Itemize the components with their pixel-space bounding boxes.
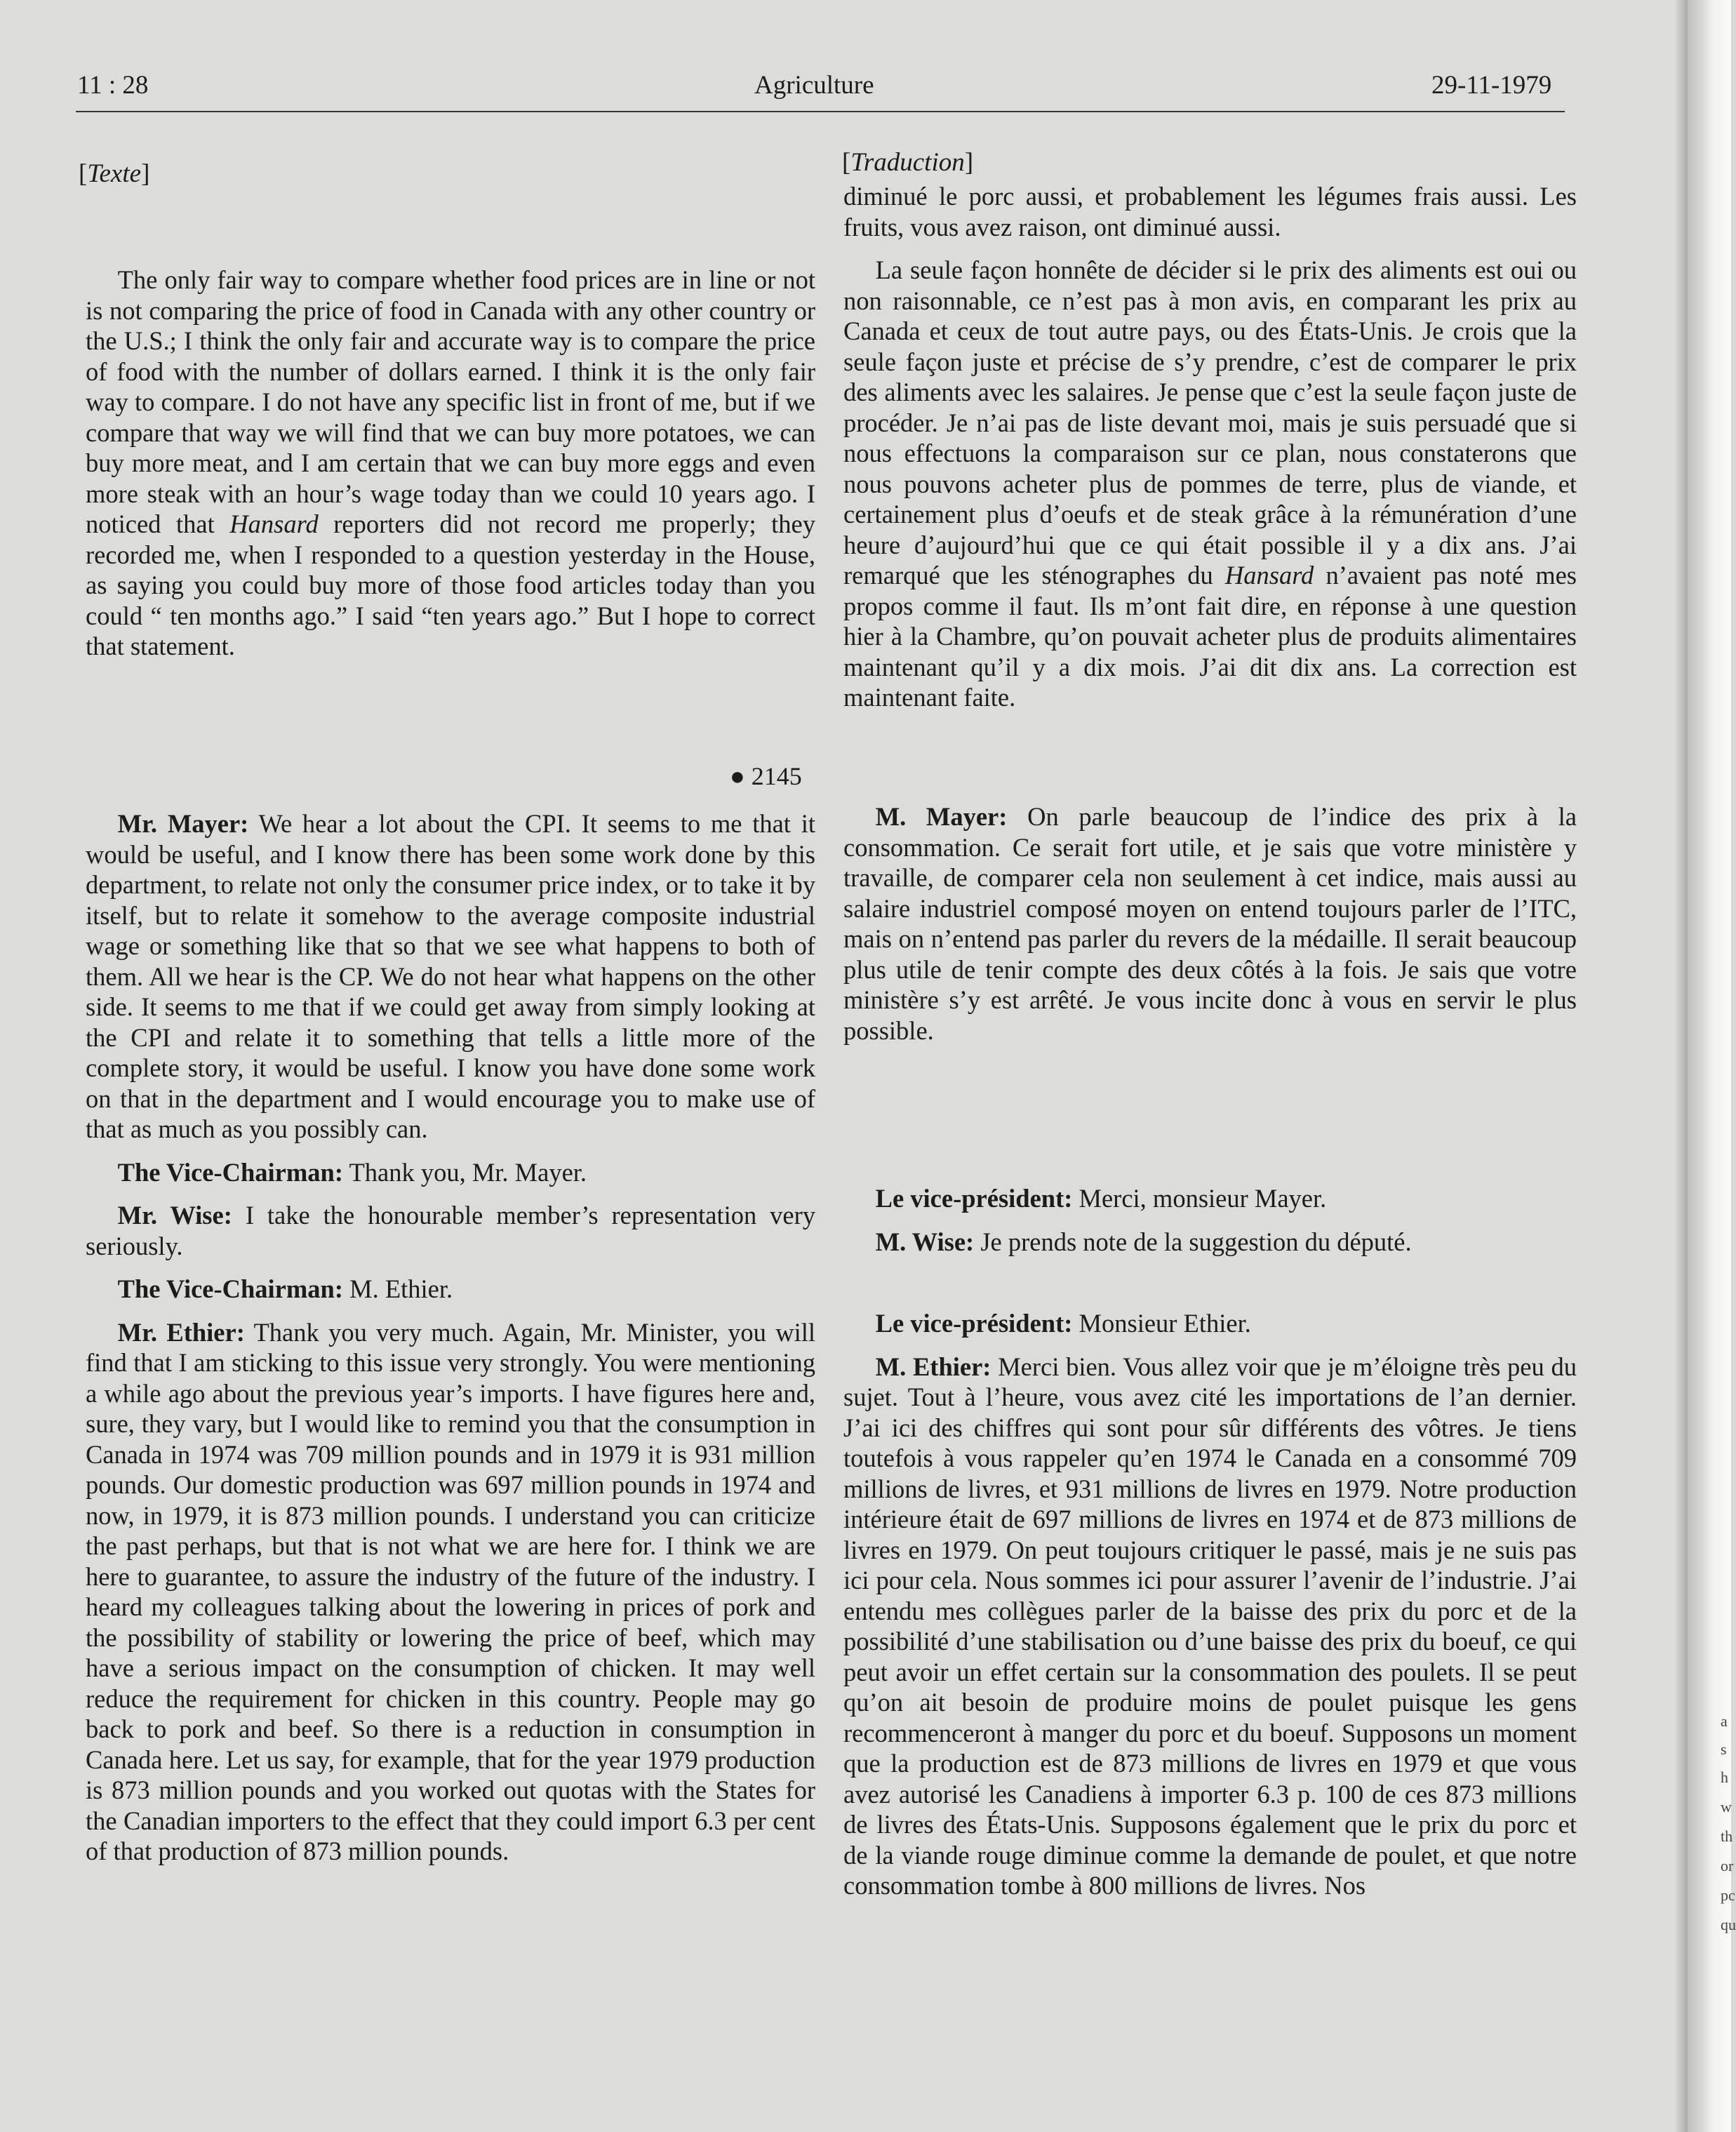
facing-page-fragment: th (1721, 1827, 1733, 1845)
english-ethier-statement: Mr. Ethier: Thank you very much. Again, Mr. Minister, you will find that I am sticking to this issue very strongly. You were mentioning a while ago about the previous year’s imports. I have figures here and, sure, they vary, but I would like to remind you that the consumption in Canada in 1974 was 709 million pounds and in 1979 it is 931 million pounds. Our domestic production was 697 million pounds in 1974 and now, in 1979, it is 873 million pounds. I understand you can criticize the past perhaps, but that is not what we are here for. I think we are here to guarantee, to assure the industry of the future of the industry. I heard my colleagues talking about the lowering in prices of pork and the possibility of stability or lowering the price of beef, which may have a serious impact on the consumption of chicken. It may well reduce the requirement for chicken in this country. People may go back to pork and beef. So there is a reduction in consumption in Canada here. Let us say, for example, that for the year 1979 production is 873 million pounds and you worked out quotas with the States for the Canadian importers to the effect that they could import 6.3 per cent of that production of 873 million pounds. (86, 1317, 815, 1865)
facing-page-fragment: qu (1721, 1916, 1736, 1933)
french-mayer-block (843, 801, 1577, 1046)
french-ethier-block (843, 1308, 1577, 1901)
header-rule (76, 111, 1565, 112)
french-paragraph-food-prices: La seule façon honnête de décider si le prix des aliments est oui ou non raisonnable, ce n’est pas à mon avis, en comparant les prix au Canada et ceux de tout autre pays, ou des États-Unis. Je crois que la seule façon juste et précise de s’y prendre, c’est de comparer le prix des aliments avec les salaires. Je pense que c’est la seule façon juste de procéder. Je n’ai pas de liste devant moi, mais je suis persuadé que si nous effectuons la comparaison sur ce plan, nous constaterons que nous pouvons acheter plus de pommes de terre, plus de viande, et certainement plus d’oeufs et de steak grâce à la rémunération d’une heure d’aujourd’hui que ce qui était possible il y a dix ans. J’ai remarqué que les sténographes du Hansard n’avaient pas noté mes propos comme il faut. Ils m’ont fait dire, en réponse à une question hier à la Chambre, qu’on pouvait acheter plus de produits alimentaires maintenant qu’il y a dix mois. J’ai dit dix ans. La correction est maintenant faite. (843, 255, 1577, 712)
facing-page-fragment: or (1721, 1857, 1734, 1874)
english-mayer-statement: Mr. Mayer: We hear a lot about the CPI. It seems to me that it would be useful, and I know there has been some work done by this department, to relate not only the consumer price index, or to take it by itself, but to relate it somehow to the average composite industrial wage or something like that so that we see what happens to both of them. All we hear is the CP. We do not hear what happens on the other side. It seems to me that if we could get away from simply looking at the CPI and relate it to something that tells a little more of the complete story, it would be useful. I know you have done some work on that in the department and I would encourage you to make use of that as much as you possibly can. (86, 809, 815, 1143)
french-ethier-statement: M. Ethier: Merci bien. Vous allez voir que je m’éloigne très peu du sujet. Tout à l’heure, vous avez cité les importations de l’an dernier. J’ai ici des chiffres qui sont pour sûr différents des vôtres. Je tiens toutefois à vous rappeler qu’en 1974 le Canada en a consommé 709 millions de livres, et 931 millions de livres en 1979. Notre production intérieure était de 697 millions de livres en 1974 et de 873 millions de livres en 1979. On peut toujours critiquer le passé, mais je ne suis pas ici pour cela. Nous sommes ici pour assurer l’avenir de l’industrie. J’ai entendu mes collègues parler de la baisse des prix du porc et de la possibilité d’une stabilisation ou d’une baisse des prix du boeuf, ce qui peut avoir un effet certain sur la consommation des poulets. Il se peut qu’on ait besoin de produire moins de poulet puisque les gens recommenceront à manger du porc et du boeuf. Supposons un moment que la production est de 873 millions de livres en 1979 et que vous avez autorisé les Canadiens à importer 6.3 p. 100 de ces 873 millions de livres des États-Unis. Supposons également que le prix du porc et de la viande rouge diminue comme la demande de poulet, et que notre consommation tombe à 800 millions de livres. Nos (843, 1352, 1577, 1900)
facing-page-fragment: w (1721, 1798, 1732, 1815)
french-wise-statement: M. Wise: Je prends note de la suggestion du député. (875, 1227, 1412, 1256)
french-paragraph-continued: diminué le porc aussi, et probablement les légumes frais aussi. Les fruits, vous avez raison, ont diminué aussi. (843, 182, 1577, 241)
french-vice-president-remark-2: Le vice-président: Monsieur Ethier. (875, 1309, 1251, 1338)
french-vice-president-remark-1: Le vice-président: Merci, monsieur Mayer. (875, 1184, 1327, 1213)
facing-page-fragment: a (1721, 1712, 1728, 1730)
french-column (843, 181, 1577, 713)
english-wise-statement: Mr. Wise: I take the honourable member’s representation very seriously. (86, 1201, 816, 1260)
french-vice-president-block-1 (843, 1183, 1577, 1257)
french-column-heading: [Traduction] (842, 148, 974, 177)
running-title: Agriculture (754, 71, 874, 100)
english-vice-chairman-remark-1: The Vice-Chairman: Thank you, Mr. Mayer. (117, 1157, 587, 1187)
facing-page-fragment: pc (1721, 1886, 1735, 1904)
english-column (86, 265, 815, 662)
french-mayer-statement: M. Mayer: On parle beaucoup de l’indice des prix à la consommation. Ce serait fort utile, et je sais que votre ministère y travaille, de comparer cela non seulement à cet indice, mais aussi au salaire industriel composé moyen on entend toujours parler de l’ITC, mais on n’entend pas parler du revers de la médaille. Il serait beaucoup plus utile de tenir compte des deux côtés à la fois. Je sais que votre ministère s’y est arrêté. Je vous incite donc à vous en servir le plus possible. (843, 802, 1577, 1045)
english-column-heading: [Texte] (79, 159, 150, 188)
facing-page-fragment: s (1721, 1740, 1727, 1758)
english-column-debate (86, 808, 815, 1867)
time-marker: ● 2145 (730, 762, 802, 790)
facing-page-fragment: h (1721, 1768, 1728, 1786)
english-vice-chairman-remark-2: The Vice-Chairman: M. Ethier. (117, 1274, 453, 1303)
session-date: 29-11-1979 (1431, 71, 1552, 100)
english-paragraph-food-prices: The only fair way to compare whether food prices are in line or not is not comparing the price of food in Canada with any other country or the U.S.; I think the only fair and accurate way is to compare the price of food with the number of dollars earned. I think it is the only fair way to compare. I do not have any specific list in front of me, but if we compare that way we will find that we can buy more potatoes, we can buy more meat, and I am certain that we can buy more eggs and even more steak with an hour’s wage today than we could 10 years ago. I noticed that Hansard reporters did not record me properly; they recorded me, when I responded to a question yesterday in the House, as saying you could buy more of those food articles today than you could “ ten months ago.” I said “ten years ago.” But I hope to correct that statement. (86, 265, 816, 660)
page-number: 11 : 28 (77, 71, 149, 100)
